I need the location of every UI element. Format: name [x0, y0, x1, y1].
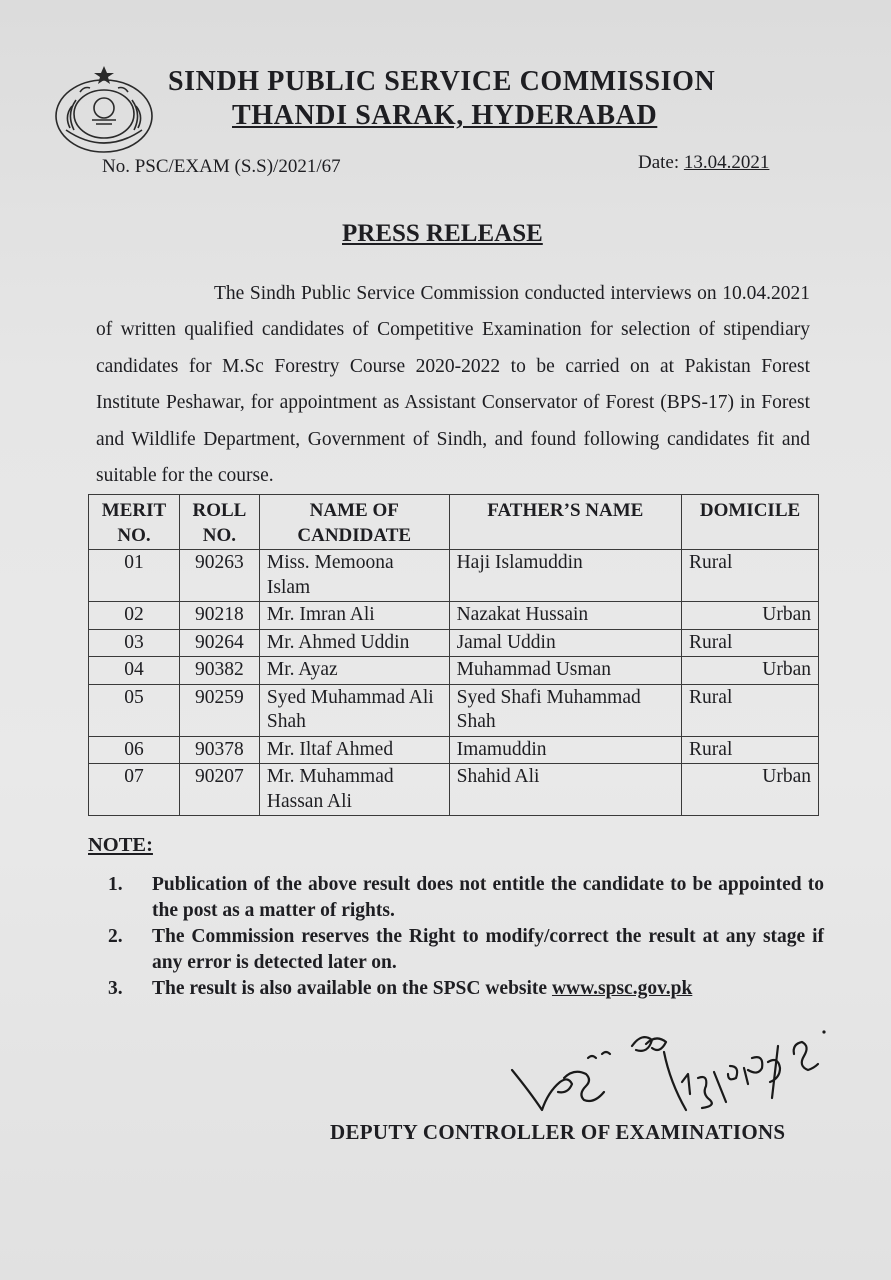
note-text: The Commission reserves the Right to modify/correct the result at any stage if any error is detected later on. — [152, 926, 824, 973]
table-row — [89, 629, 819, 657]
roll-no-cell: 90218 — [179, 602, 259, 630]
domicile-cell: Rural — [682, 629, 819, 657]
roll-no-cell: 90259 — [179, 684, 259, 736]
handwritten-signature — [506, 1018, 836, 1128]
table-row — [89, 657, 819, 685]
domicile-header: DOMICILE — [682, 495, 819, 550]
candidate-name-cell: Mr. Ahmed Uddin — [259, 629, 449, 657]
organization-address: THANDI SARAK, HYDERABAD — [232, 100, 658, 131]
domicile-cell: Urban — [682, 764, 819, 816]
date-value: 13.04.2021 — [683, 152, 770, 173]
table-header-row — [89, 495, 819, 550]
domicile-cell: Rural — [682, 684, 819, 736]
note-list — [108, 872, 824, 1002]
organization-name: SINDH PUBLIC SERVICE COMMISSION — [168, 66, 716, 97]
merit-no-header: MERIT NO. — [89, 495, 180, 550]
table-row — [89, 736, 819, 764]
merit-list-table — [88, 494, 819, 816]
roll-no-cell: 90263 — [179, 550, 259, 602]
candidate-name-cell: Mr. Imran Ali — [259, 602, 449, 630]
father-name-header: FATHER’S NAME — [449, 495, 681, 550]
father-name-cell: Haji Islamuddin — [449, 550, 681, 602]
roll-no-cell: 90382 — [179, 657, 259, 685]
issue-date — [638, 152, 769, 174]
merit-no-cell: 04 — [89, 657, 180, 685]
candidate-name-header: NAME OF CANDIDATE — [259, 495, 449, 550]
document-title: PRESS RELEASE — [342, 220, 543, 247]
note-heading: NOTE: — [88, 834, 153, 856]
table-row — [89, 764, 819, 816]
list-item — [108, 976, 824, 1002]
merit-no-cell: 06 — [89, 736, 180, 764]
spsc-emblem-icon — [52, 60, 156, 156]
father-name-cell: Imamuddin — [449, 736, 681, 764]
merit-no-cell: 05 — [89, 684, 180, 736]
candidate-name-cell: Miss. Memoona Islam — [259, 550, 449, 602]
press-release-body: The Sindh Public Service Commission conducted interviews on 10.04.2021 of written qualified candidates of Competitive Examination for selection of stipendiary candidates for M.Sc Forestry Course 2020-2022 to be carried on at Pakistan Forest Institute Peshawar, for appointment as Assistant Conservator of Forest (BPS-17) in Forest and Wildlife Department, Government of Sindh, and found following candidates fit and suitable for the course. — [96, 283, 810, 487]
list-item — [108, 924, 824, 976]
merit-no-cell: 07 — [89, 764, 180, 816]
merit-no-cell: 02 — [89, 602, 180, 630]
father-name-cell: Muhammad Usman — [449, 657, 681, 685]
candidate-name-cell: Mr. Iltaf Ahmed — [259, 736, 449, 764]
domicile-cell: Urban — [682, 657, 819, 685]
roll-no-cell: 90207 — [179, 764, 259, 816]
domicile-cell: Rural — [682, 736, 819, 764]
domicile-cell: Rural — [682, 550, 819, 602]
father-name-cell: Syed Shafi Muhammad Shah — [449, 684, 681, 736]
merit-no-cell: 01 — [89, 550, 180, 602]
table-row — [89, 550, 819, 602]
father-name-cell: Shahid Ali — [449, 764, 681, 816]
father-name-cell: Jamal Uddin — [449, 629, 681, 657]
father-name-cell: Nazakat Hussain — [449, 602, 681, 630]
merit-no-cell: 03 — [89, 629, 180, 657]
date-label: Date: — [638, 152, 680, 173]
roll-no-cell: 90264 — [179, 629, 259, 657]
reference-number: No. PSC/EXAM (S.S)/2021/67 — [102, 156, 341, 177]
spsc-website-link[interactable]: www.spsc.gov.pk — [551, 978, 693, 999]
note-number: 2. — [108, 926, 123, 947]
domicile-cell: Urban — [682, 602, 819, 630]
roll-no-cell: 90378 — [179, 736, 259, 764]
table-row — [89, 602, 819, 630]
candidate-name-cell: Mr. Muhammad Hassan Ali — [259, 764, 449, 816]
candidate-name-cell: Mr. Ayaz — [259, 657, 449, 685]
roll-no-header: ROLL NO. — [179, 495, 259, 550]
table-row — [89, 684, 819, 736]
candidate-name-cell: Syed Muhammad Ali Shah — [259, 684, 449, 736]
note-text: The result is also available on the SPSC website www.spsc.gov.pk — [152, 978, 693, 999]
note-number: 1. — [108, 874, 123, 895]
signatory-designation: DEPUTY CONTROLLER OF EXAMINATIONS — [330, 1120, 786, 1144]
note-number: 3. — [108, 978, 123, 999]
note-text: Publication of the above result does not entitle the candidate to be appointed to the post as a matter of rights. — [152, 874, 824, 921]
list-item — [108, 872, 824, 924]
